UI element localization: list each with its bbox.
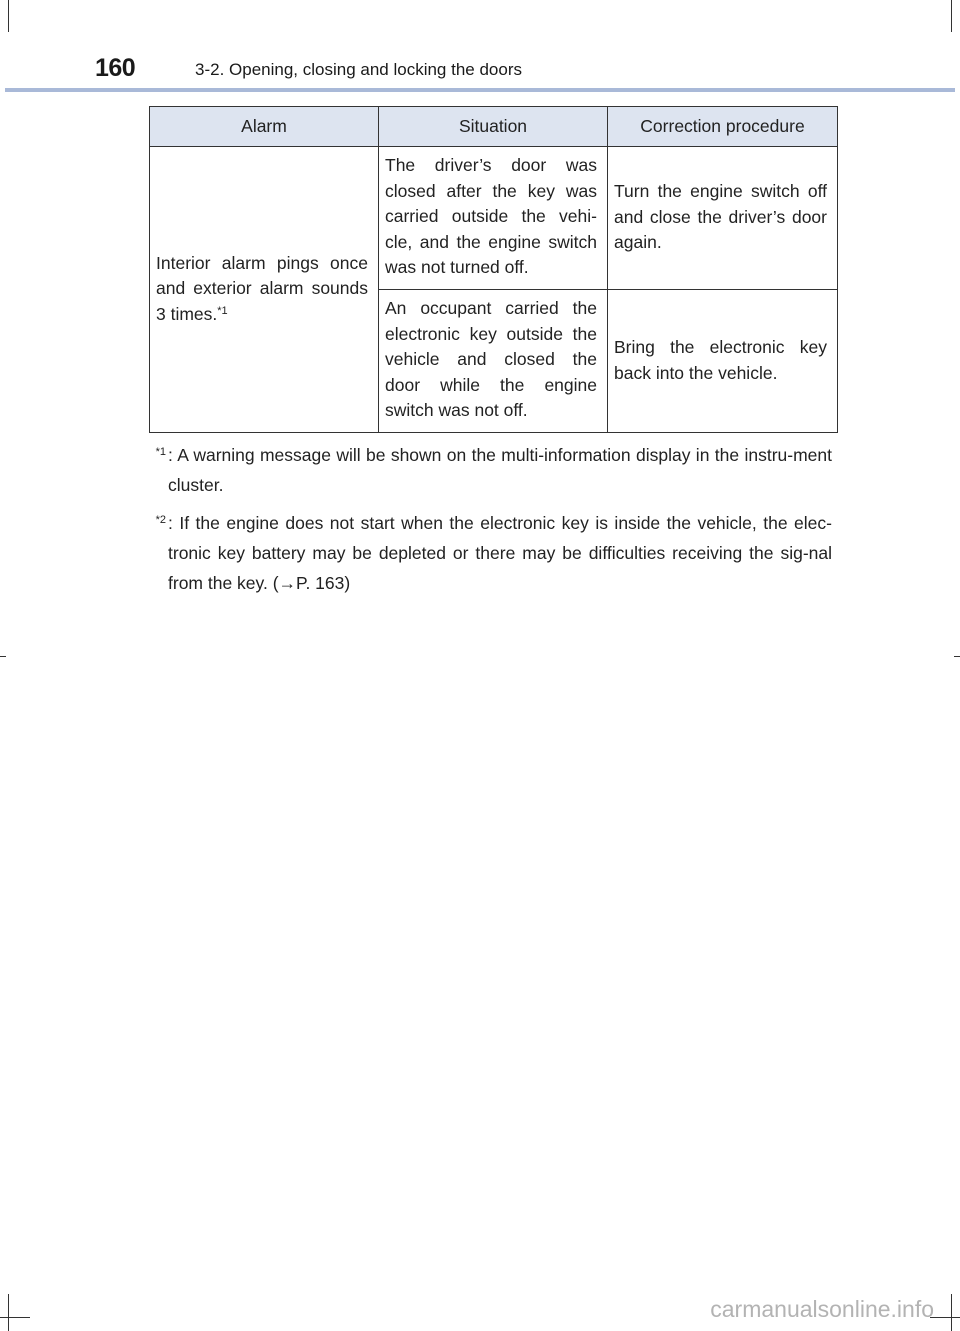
footnote-2 [132, 508, 832, 598]
footnotes [132, 440, 832, 606]
footnote-mark-label: *1 [155, 446, 166, 458]
crop-mark [954, 656, 960, 657]
footnote-mark [132, 508, 166, 598]
situation-cell: An occupant carried the electronic key outside the vehicle and closed the door while the engine switch was not off. [379, 290, 608, 433]
section-title: 3-2. Opening, closing and locking the doors [195, 60, 522, 79]
column-header-alarm: Alarm [150, 107, 379, 147]
crop-mark [0, 656, 6, 657]
crop-mark [930, 1317, 960, 1318]
column-header-correction: Correction procedure [608, 107, 838, 147]
crop-mark [951, 0, 952, 32]
situation-cell: The driver’s door was closed after the key was carried outside the vehi-cle, and the engine switch was not turned off. [379, 147, 608, 290]
page-header [95, 52, 875, 92]
correction-cell: Bring the electronic key back into the vehicle. [608, 290, 838, 433]
correction-cell: Turn the engine switch off and close the driver’s door again. [608, 147, 838, 290]
footnote-ref: *1 [217, 304, 228, 317]
crop-mark [8, 0, 9, 32]
footnote-text: : A warning message will be shown on the multi-information display in the instru-ment cluster. [168, 445, 832, 495]
table-header-row [150, 107, 838, 147]
footnote-mark [132, 440, 166, 500]
alarm-text: Interior alarm pings once and exterior alarm sounds 3 times. [156, 252, 368, 324]
column-header-situation: Situation [379, 107, 608, 147]
watermark: carmanualsonline.info [710, 1296, 934, 1322]
page-number: 160 [95, 54, 136, 82]
crop-mark [951, 1294, 952, 1331]
table-row [150, 147, 838, 290]
alarm-cell [150, 147, 379, 433]
crop-mark [8, 1294, 9, 1331]
crop-mark [0, 1317, 30, 1318]
header-rule [5, 88, 955, 92]
alarm-table [149, 106, 838, 433]
footnote-mark-label: *2 [155, 514, 166, 526]
footnote-text: : If the engine does not start when the electronic key is inside the vehicle, the elec-tronic key battery may be depleted or there may be difficulties receiving the sig-nal from the key. (→P. 163) [168, 513, 832, 593]
footnote-1 [132, 440, 832, 500]
